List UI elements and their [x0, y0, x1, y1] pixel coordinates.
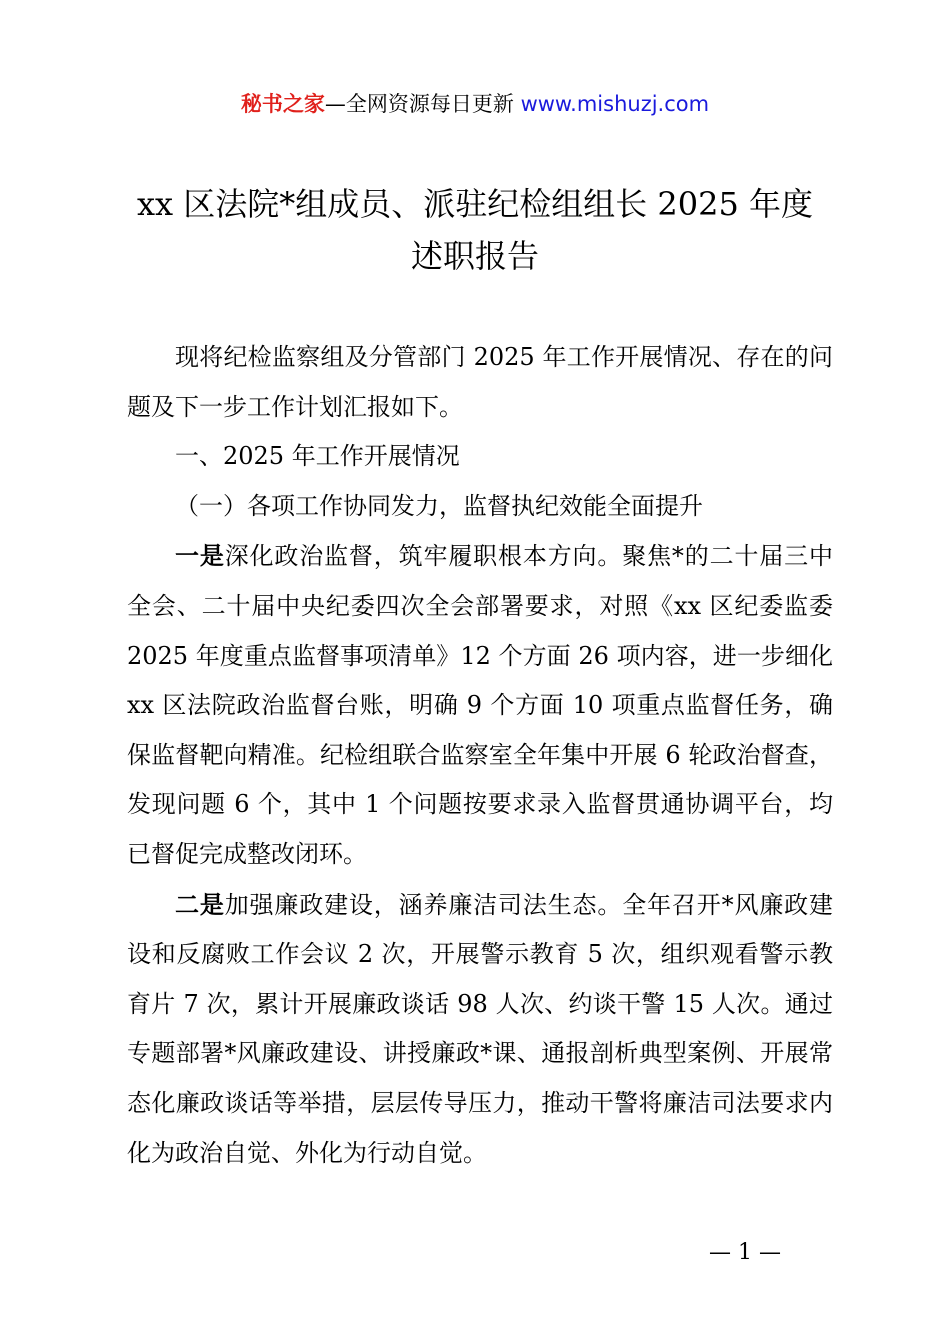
item-paragraph-1	[127, 531, 833, 879]
item-text-2: 加强廉政建设，涵养廉洁司法生态。全年召开*风廉政建设和反腐败工作会议 2 次，开展警示教育 5 次，组织观看警示教育片 7 次，累计开展廉政谈话 98 人次、约谈干警 15 人次。通过专题部署*风廉政建设、讲授廉政*课、通报剖析典型案例、开展常态化廉政谈话等举措，层层传导压力，推动干警将廉洁司法要求内化为政治自觉、外化为行动自觉。	[127, 890, 834, 1167]
document-body	[127, 333, 833, 1178]
site-tagline: —全网资源每日更新	[324, 92, 521, 116]
intro-paragraph: 现将纪检监察组及分管部门 2025 年工作开展情况、存在的问题及下一步工作计划汇报如下。	[127, 343, 833, 421]
subsection-heading: （一）各项工作协同发力，监督执纪效能全面提升	[175, 491, 703, 520]
title-line-2: 述职报告	[410, 237, 539, 275]
item-paragraph-2	[127, 880, 833, 1179]
site-url-link[interactable]: www.mishuzj.com	[520, 92, 710, 116]
item-label-1: 一是	[175, 541, 225, 571]
section-heading: 一、2025 年工作开展情况	[175, 442, 460, 471]
title-line-1: xx 区法院*组成员、派驻纪检组组长 2025 年度	[136, 185, 814, 223]
site-brand: 秘书之家	[240, 92, 325, 116]
item-text-1: 深化政治监督，筑牢履职根本方向。聚焦*的二十届三中全会、二十届中央纪委四次全会部署要求，对照《xx 区纪委监委 2025 年度重点监督事项清单》12 个方面 26 项内容，进一步细化 xx 区法院政治监督台账，明确 9 个方面 10 项重点监督任务，确保监督靶向精准。纪检组联合监察室全年集中开展 6 轮政治督查，发现问题 6 个，其中 1 个问题按要求录入监督贯通协调平台，均已督促完成整改闭环。	[127, 542, 834, 868]
page-number: — 1 —	[709, 1240, 781, 1265]
item-label-2: 二是	[175, 889, 225, 919]
document-title	[100, 178, 850, 282]
site-banner	[0, 88, 950, 120]
